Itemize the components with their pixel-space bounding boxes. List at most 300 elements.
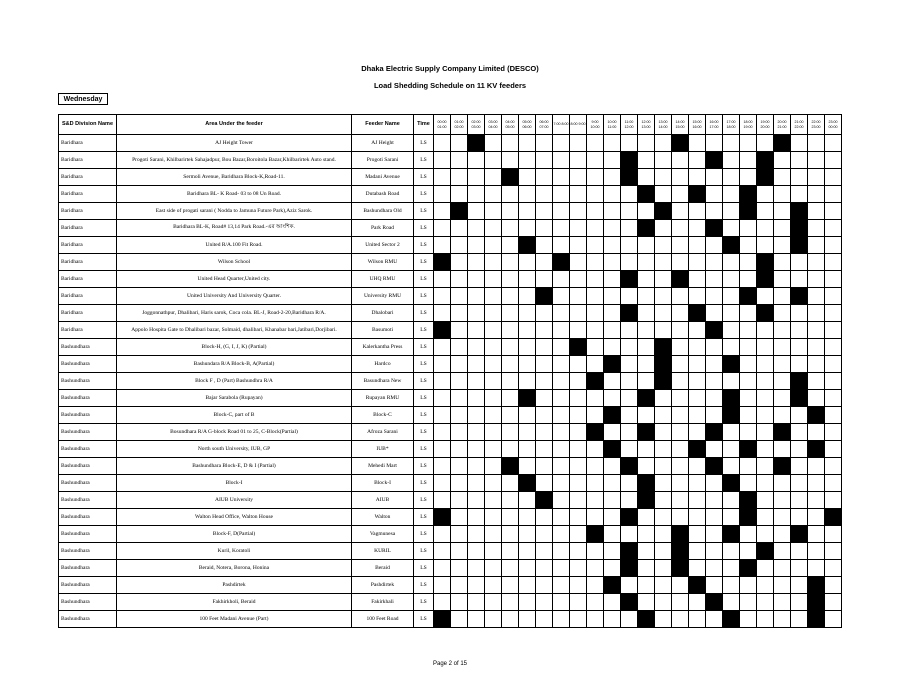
shedding-slot — [655, 339, 672, 356]
hour-slot — [570, 254, 587, 271]
hour-slot — [672, 424, 689, 441]
hour-slot — [485, 152, 502, 169]
hour-slot — [434, 271, 451, 288]
hour-header: 04:00 05:00 — [502, 115, 519, 135]
feeder-cell: KURIL — [352, 543, 414, 560]
hour-slot — [451, 611, 468, 628]
table-row — [59, 407, 842, 424]
hour-slot — [740, 152, 757, 169]
hour-slot — [791, 594, 808, 611]
hour-header: 03:00 04:00 — [485, 115, 502, 135]
hour-slot — [757, 339, 774, 356]
area-cell: Block-H, (G, I, J, K) (Partial) — [117, 339, 352, 356]
hour-slot — [791, 339, 808, 356]
time-cell: LS — [414, 424, 434, 441]
hour-slot — [570, 492, 587, 509]
time-cell: LS — [414, 458, 434, 475]
hour-slot — [587, 577, 604, 594]
hour-slot — [757, 509, 774, 526]
hour-slot — [485, 169, 502, 186]
hour-slot — [757, 458, 774, 475]
area-cell: North south University, IUB, GP — [117, 441, 352, 458]
hour-slot — [808, 356, 825, 373]
hour-slot — [808, 339, 825, 356]
hour-header: 14:00 15:00 — [672, 115, 689, 135]
hour-slot — [757, 492, 774, 509]
feeder-cell: Beraid — [352, 560, 414, 577]
shedding-slot — [655, 203, 672, 220]
area-header: Area Under the feeder — [117, 115, 352, 135]
hour-slot — [740, 407, 757, 424]
hour-header: 21:00 22:00 — [791, 115, 808, 135]
hour-slot — [774, 492, 791, 509]
hour-slot — [553, 611, 570, 628]
hour-slot — [621, 288, 638, 305]
hour-slot — [689, 135, 706, 152]
hour-slot — [502, 611, 519, 628]
area-cell: Baridhara BL-K, Road# 13,14 Park Road.-এর আংশিক. — [117, 220, 352, 237]
hour-header: 05:00 06:00 — [519, 115, 536, 135]
hour-slot — [655, 237, 672, 254]
feeder-cell: Basundhara New — [352, 373, 414, 390]
hour-slot — [434, 169, 451, 186]
shedding-slot — [757, 254, 774, 271]
shedding-slot — [638, 390, 655, 407]
hour-slot — [553, 305, 570, 322]
shedding-slot — [808, 441, 825, 458]
hour-slot — [638, 509, 655, 526]
shedding-slot — [519, 237, 536, 254]
hour-slot — [485, 305, 502, 322]
shedding-slot — [672, 135, 689, 152]
hour-slot — [587, 152, 604, 169]
shedding-slot — [519, 475, 536, 492]
hour-slot — [536, 594, 553, 611]
shedding-slot — [570, 339, 587, 356]
hour-slot — [757, 407, 774, 424]
hour-slot — [604, 373, 621, 390]
shedding-slot — [451, 203, 468, 220]
time-cell: LS — [414, 203, 434, 220]
shedding-slot — [757, 271, 774, 288]
hour-slot — [808, 424, 825, 441]
hour-slot — [553, 356, 570, 373]
hour-slot — [740, 254, 757, 271]
hour-slot — [706, 356, 723, 373]
hour-slot — [587, 560, 604, 577]
hour-slot — [536, 271, 553, 288]
hour-slot — [706, 509, 723, 526]
shedding-slot — [740, 441, 757, 458]
hour-slot — [774, 288, 791, 305]
hour-header: 7:00 8:00 — [553, 115, 570, 135]
hour-slot — [655, 407, 672, 424]
shedding-slot — [757, 169, 774, 186]
hour-slot — [638, 594, 655, 611]
hour-slot — [825, 220, 842, 237]
hour-slot — [468, 322, 485, 339]
hour-slot — [502, 577, 519, 594]
hour-slot — [757, 322, 774, 339]
hour-slot — [774, 373, 791, 390]
shedding-slot — [553, 254, 570, 271]
hour-slot — [706, 254, 723, 271]
hour-slot — [706, 373, 723, 390]
hour-slot — [825, 152, 842, 169]
hour-slot — [791, 356, 808, 373]
hour-slot — [468, 509, 485, 526]
hour-slot — [451, 186, 468, 203]
hour-slot — [689, 407, 706, 424]
hour-slot — [672, 169, 689, 186]
hour-slot — [519, 203, 536, 220]
shedding-slot — [621, 560, 638, 577]
division-cell: Baridhara — [59, 152, 117, 169]
shedding-slot — [791, 526, 808, 543]
hour-slot — [621, 220, 638, 237]
hour-slot — [553, 220, 570, 237]
shedding-slot — [723, 390, 740, 407]
shedding-slot — [706, 220, 723, 237]
hour-slot — [553, 509, 570, 526]
feeder-cell: Park Road — [352, 220, 414, 237]
hour-slot — [485, 441, 502, 458]
hour-slot — [434, 356, 451, 373]
hour-slot — [468, 475, 485, 492]
area-cell: Block-C, part of B — [117, 407, 352, 424]
hour-slot — [638, 441, 655, 458]
hour-slot — [570, 390, 587, 407]
hour-slot — [808, 152, 825, 169]
hour-slot — [740, 356, 757, 373]
shedding-slot — [587, 526, 604, 543]
division-cell: Baridhara — [59, 271, 117, 288]
hour-slot — [621, 322, 638, 339]
feeder-cell: Walton — [352, 509, 414, 526]
feeder-header: Feeder Name — [352, 115, 414, 135]
hour-slot — [672, 237, 689, 254]
hour-slot — [519, 543, 536, 560]
hour-header: 8:00 9:00 — [570, 115, 587, 135]
hour-slot — [451, 254, 468, 271]
hour-slot — [485, 611, 502, 628]
hour-slot — [536, 152, 553, 169]
hour-slot — [723, 441, 740, 458]
hour-slot — [621, 424, 638, 441]
hour-slot — [808, 203, 825, 220]
hour-slot — [638, 526, 655, 543]
hour-slot — [434, 458, 451, 475]
hour-slot — [434, 135, 451, 152]
hour-slot — [502, 441, 519, 458]
hour-slot — [621, 339, 638, 356]
hour-slot — [519, 509, 536, 526]
feeder-cell: 100 Feet Road — [352, 611, 414, 628]
hour-slot — [638, 271, 655, 288]
hour-slot — [740, 237, 757, 254]
hour-slot — [485, 220, 502, 237]
shedding-slot — [689, 577, 706, 594]
hour-slot — [468, 305, 485, 322]
hour-slot — [434, 373, 451, 390]
hour-slot — [706, 526, 723, 543]
hour-slot — [536, 322, 553, 339]
hour-slot — [655, 543, 672, 560]
area-cell: Baridhara BL- K Road- 03 to 08 Un Road. — [117, 186, 352, 203]
hour-slot — [808, 492, 825, 509]
hour-slot — [468, 526, 485, 543]
hour-slot — [536, 407, 553, 424]
hour-slot — [638, 203, 655, 220]
hour-slot — [570, 186, 587, 203]
hour-slot — [757, 441, 774, 458]
hour-slot — [621, 475, 638, 492]
hour-slot — [825, 492, 842, 509]
hour-slot — [468, 390, 485, 407]
hour-slot — [485, 424, 502, 441]
time-cell: LS — [414, 611, 434, 628]
time-cell: LS — [414, 220, 434, 237]
hour-slot — [485, 509, 502, 526]
hour-slot — [774, 237, 791, 254]
shedding-slot — [791, 203, 808, 220]
hour-header: 18:00 19:00 — [740, 115, 757, 135]
hour-slot — [468, 577, 485, 594]
hour-slot — [451, 543, 468, 560]
hour-slot — [689, 611, 706, 628]
table-row — [59, 203, 842, 220]
hour-slot — [434, 339, 451, 356]
hour-slot — [485, 492, 502, 509]
feeder-cell: Dutabash Road — [352, 186, 414, 203]
hour-slot — [434, 475, 451, 492]
division-cell: Bashundhara — [59, 356, 117, 373]
hour-slot — [808, 288, 825, 305]
hour-slot — [774, 560, 791, 577]
company-title: Dhaka Electric Supply Company Limited (DESCO) — [361, 64, 539, 73]
feeder-cell: University RMU — [352, 288, 414, 305]
hour-slot — [621, 373, 638, 390]
hour-slot — [672, 577, 689, 594]
hour-slot — [536, 169, 553, 186]
shedding-slot — [723, 356, 740, 373]
hour-slot — [434, 390, 451, 407]
division-cell: Bashundhara — [59, 373, 117, 390]
hour-slot — [451, 322, 468, 339]
hour-slot — [468, 203, 485, 220]
hour-slot — [502, 339, 519, 356]
hour-slot — [621, 441, 638, 458]
hour-slot — [689, 356, 706, 373]
division-cell: Bashundhara — [59, 577, 117, 594]
hour-slot — [553, 475, 570, 492]
feeder-cell: Afroza Sarani — [352, 424, 414, 441]
table-row — [59, 271, 842, 288]
time-cell: LS — [414, 390, 434, 407]
hour-slot — [706, 305, 723, 322]
table-row — [59, 543, 842, 560]
hour-slot — [451, 475, 468, 492]
hour-slot — [791, 424, 808, 441]
area-cell: Sermoli Avenue, Baridhara Block-K,Road-11. — [117, 169, 352, 186]
area-cell: Wilson School — [117, 254, 352, 271]
hour-slot — [621, 407, 638, 424]
hour-slot — [434, 594, 451, 611]
hour-slot — [740, 271, 757, 288]
hour-slot — [519, 373, 536, 390]
area-cell: Block-F, D(Partial) — [117, 526, 352, 543]
shedding-slot — [791, 390, 808, 407]
shedding-slot — [740, 203, 757, 220]
hour-slot — [451, 169, 468, 186]
hour-header: 16:00 17:00 — [706, 115, 723, 135]
table-row — [59, 373, 842, 390]
hour-slot — [621, 135, 638, 152]
hour-slot — [587, 203, 604, 220]
hour-slot — [791, 509, 808, 526]
hour-slot — [723, 594, 740, 611]
hour-slot — [519, 560, 536, 577]
shedding-slot — [587, 373, 604, 390]
hour-slot — [689, 288, 706, 305]
hour-slot — [706, 611, 723, 628]
table-row — [59, 305, 842, 322]
shedding-slot — [757, 543, 774, 560]
shedding-slot — [791, 288, 808, 305]
division-cell: Baridhara — [59, 186, 117, 203]
table-row — [59, 339, 842, 356]
hour-slot — [536, 543, 553, 560]
hour-slot — [706, 543, 723, 560]
hour-slot — [519, 339, 536, 356]
hour-slot — [468, 186, 485, 203]
hour-slot — [825, 577, 842, 594]
hour-slot — [825, 322, 842, 339]
hour-slot — [621, 237, 638, 254]
hour-slot — [468, 458, 485, 475]
hour-slot — [757, 594, 774, 611]
time-cell: LS — [414, 186, 434, 203]
hour-slot — [587, 271, 604, 288]
hour-slot — [434, 288, 451, 305]
hour-slot — [587, 458, 604, 475]
hour-slot — [604, 186, 621, 203]
hour-slot — [689, 220, 706, 237]
hour-slot — [434, 220, 451, 237]
hour-slot — [638, 288, 655, 305]
hour-slot — [570, 526, 587, 543]
hour-slot — [502, 509, 519, 526]
hour-slot — [740, 611, 757, 628]
hour-slot — [485, 271, 502, 288]
area-cell: United Head Quarter,United city. — [117, 271, 352, 288]
hour-slot — [451, 407, 468, 424]
hour-slot — [774, 611, 791, 628]
hour-slot — [723, 305, 740, 322]
hour-slot — [774, 339, 791, 356]
hour-slot — [655, 526, 672, 543]
shedding-slot — [621, 543, 638, 560]
hour-slot — [604, 254, 621, 271]
shedding-slot — [621, 594, 638, 611]
hour-slot — [468, 356, 485, 373]
hour-slot — [672, 288, 689, 305]
hour-slot — [672, 594, 689, 611]
hour-slot — [757, 560, 774, 577]
hour-slot — [485, 373, 502, 390]
hour-slot — [638, 152, 655, 169]
hour-slot — [723, 577, 740, 594]
hour-header: 19:00 20:00 — [757, 115, 774, 135]
hour-slot — [485, 186, 502, 203]
hour-slot — [553, 424, 570, 441]
area-cell: Bashundhara Block-E, D & I (Partial) — [117, 458, 352, 475]
hour-slot — [553, 407, 570, 424]
hour-slot — [825, 203, 842, 220]
shedding-slot — [757, 305, 774, 322]
hour-slot — [553, 526, 570, 543]
hour-slot — [502, 543, 519, 560]
hour-slot — [536, 611, 553, 628]
hour-slot — [553, 441, 570, 458]
hour-slot — [672, 305, 689, 322]
hour-slot — [519, 220, 536, 237]
division-cell: Bashundhara — [59, 560, 117, 577]
hour-slot — [655, 271, 672, 288]
hour-slot — [587, 611, 604, 628]
hour-slot — [825, 373, 842, 390]
feeder-cell: Pashdirtek — [352, 577, 414, 594]
hour-slot — [672, 356, 689, 373]
hour-slot — [570, 271, 587, 288]
hour-slot — [740, 305, 757, 322]
shedding-slot — [791, 373, 808, 390]
hour-slot — [689, 169, 706, 186]
hour-slot — [570, 407, 587, 424]
hour-slot — [536, 373, 553, 390]
hour-slot — [672, 441, 689, 458]
hour-slot — [706, 560, 723, 577]
hour-slot — [757, 237, 774, 254]
hour-slot — [791, 407, 808, 424]
feeder-cell: Wilson RMU — [352, 254, 414, 271]
hour-slot — [434, 424, 451, 441]
hour-slot — [723, 135, 740, 152]
hour-slot — [451, 594, 468, 611]
hour-slot — [570, 169, 587, 186]
hour-slot — [825, 407, 842, 424]
hour-slot — [655, 441, 672, 458]
shedding-slot — [825, 509, 842, 526]
hour-slot — [536, 356, 553, 373]
hour-slot — [774, 594, 791, 611]
hour-slot — [808, 543, 825, 560]
time-cell: LS — [414, 407, 434, 424]
table-row — [59, 424, 842, 441]
hour-slot — [587, 390, 604, 407]
hour-slot — [621, 611, 638, 628]
shedding-slot — [672, 560, 689, 577]
hour-slot — [774, 543, 791, 560]
hour-slot — [706, 203, 723, 220]
hour-slot — [553, 169, 570, 186]
hour-slot — [740, 458, 757, 475]
hour-header: 13:00 14:00 — [655, 115, 672, 135]
hour-slot — [672, 152, 689, 169]
hour-slot — [536, 220, 553, 237]
hour-slot — [502, 594, 519, 611]
hour-slot — [655, 169, 672, 186]
